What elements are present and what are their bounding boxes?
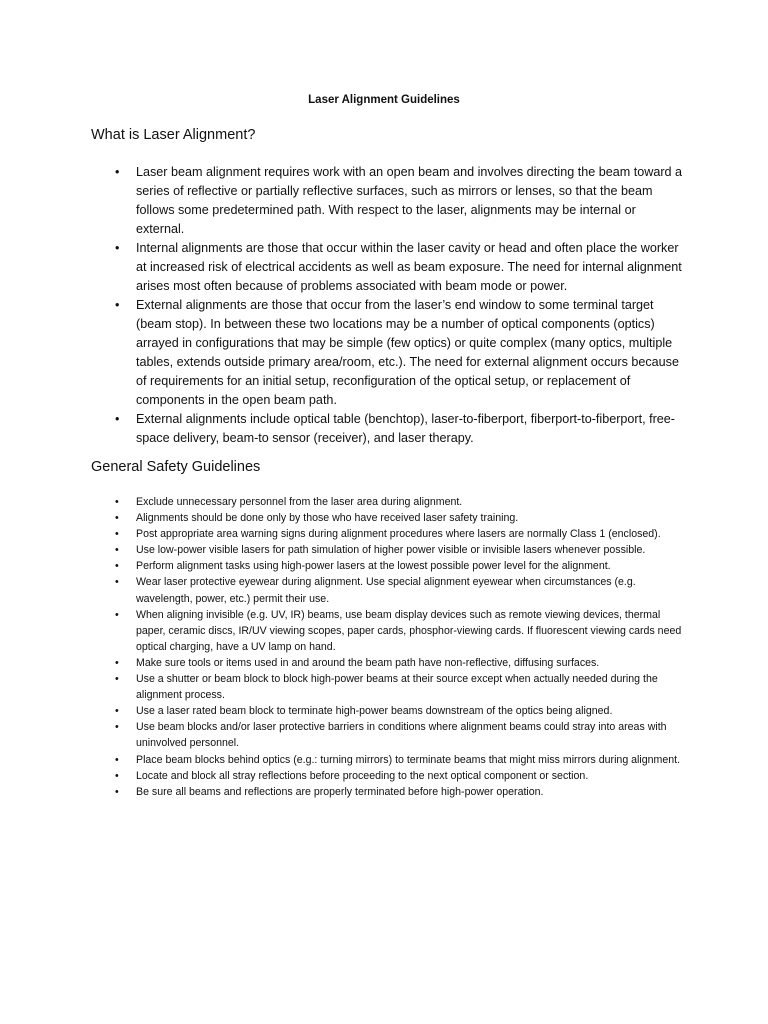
list-item	[115, 607, 684, 655]
bullet-icon: •	[115, 721, 119, 734]
list-item	[115, 752, 684, 768]
bullet-icon: •	[115, 705, 119, 718]
list-item	[115, 768, 684, 784]
list-item	[115, 239, 684, 296]
safety-guidelines-bullet-list	[115, 494, 684, 800]
laser-alignment-bullet-list	[115, 163, 684, 448]
list-item	[115, 494, 684, 510]
list-item	[115, 296, 684, 410]
list-item-text: Be sure all beams and reflections are properly terminated before high-power operation.	[136, 785, 544, 798]
list-item-text: External alignments include optical table (benchtop), laser-to-fiberport, fiberport-to-fiberport, free-space delivery, beam-to sensor (receiver), and laser therapy.	[136, 412, 675, 445]
list-item	[115, 655, 684, 671]
list-item-text: Perform alignment tasks using high-power lasers at the lowest possible power level for the alignment.	[136, 560, 611, 573]
list-item	[115, 526, 684, 542]
list-item-text: Exclude unnecessary personnel from the laser area during alignment.	[136, 496, 463, 508]
bullet-icon: •	[115, 785, 119, 798]
list-item	[115, 410, 684, 448]
bullet-icon: •	[115, 560, 119, 573]
section-heading-what-is-laser-alignment: What is Laser Alignment?	[91, 127, 256, 143]
list-item-text: Internal alignments are those that occur within the laser cavity or head and often place the worker at increased risk of electrical accidents as well as beam exposure. The need for internal alignment arises most often because of problems associated with beam mode or power.	[136, 241, 682, 293]
list-item	[115, 784, 684, 800]
bullet-icon: •	[115, 769, 119, 782]
list-item-text: Use beam blocks and/or laser protective barriers in conditions where alignment beams could stray into areas with uninvolved personnel.	[136, 721, 667, 750]
bullet-icon: •	[115, 241, 120, 255]
bullet-icon: •	[115, 544, 119, 557]
bullet-icon: •	[115, 165, 120, 179]
list-item-text: Locate and block all stray reflections before proceeding to the next optical component or section.	[136, 769, 589, 782]
bullet-icon: •	[115, 753, 119, 766]
bullet-icon: •	[115, 528, 119, 541]
list-item-text: Use a laser rated beam block to terminate high-power beams downstream of the optics being aligned.	[136, 705, 613, 718]
bullet-icon: •	[115, 673, 119, 686]
bullet-icon: •	[115, 298, 120, 312]
list-item	[115, 574, 684, 606]
list-item-text: Post appropriate area warning signs during alignment procedures where lasers are normally Class 1 (enclosed).	[136, 528, 661, 541]
bullet-icon: •	[115, 496, 119, 508]
bullet-icon: •	[115, 608, 119, 621]
list-item	[115, 558, 684, 574]
list-item-text: Make sure tools or items used in and around the beam path have non-reflective, diffusing surfaces.	[136, 656, 600, 669]
bullet-icon: •	[115, 576, 119, 589]
bullet-icon: •	[115, 412, 120, 426]
list-item-text: Laser beam alignment requires work with an open beam and involves directing the beam toward a series of reflective or partially reflective surfaces, such as mirrors or lenses, so that the beam follows some predetermined path. With respect to the laser, alignments may be internal or external.	[136, 165, 683, 236]
list-item-text: When aligning invisible (e.g. UV, IR) beams, use beam display devices such as remote viewing devices, thermal paper, ceramic discs, IR/UV viewing scopes, paper cards, phosphor-viewing cards. If fluorescent viewing cards need optical charging, have a UV lamp on hand.	[136, 608, 682, 653]
section-heading-general-safety-guidelines: General Safety Guidelines	[91, 459, 261, 475]
list-item	[115, 719, 684, 751]
list-item-text: Wear laser protective eyewear during alignment. Use special alignment eyewear when circumstances (e.g. wavelength, power, etc.) permit their use.	[136, 576, 636, 605]
list-item	[115, 542, 684, 558]
list-item-text: Use a shutter or beam block to block high-power beams at their source except when actually needed during the alignment process.	[136, 673, 658, 702]
bullet-icon: •	[115, 512, 119, 525]
list-item-text: Use low-power visible lasers for path simulation of higher power visible or invisible lasers whenever possible.	[136, 544, 646, 557]
list-item	[115, 163, 684, 239]
document-title: Laser Alignment Guidelines	[308, 94, 460, 106]
list-item	[115, 510, 684, 526]
list-item-text: External alignments are those that occur from the laser’s end window to some terminal target (beam stop). In between these two locations may be a number of optical components (optics) arrayed in configurations that may be simple (few optics) or quite complex (many optics, multiple tables, extends outside primary area/room, etc.). The need for external alignment occurs because of requirements for an initial setup, reconfiguration of the optical setup, or replacement of components in the open beam path.	[136, 298, 679, 407]
list-item	[115, 671, 684, 703]
list-item	[115, 703, 684, 719]
bullet-icon: •	[115, 656, 119, 669]
list-item-text: Alignments should be done only by those who have received laser safety training.	[136, 512, 519, 525]
list-item-text: Place beam blocks behind optics (e.g.: turning mirrors) to terminate beams that might miss mirrors during alignment.	[136, 753, 681, 766]
